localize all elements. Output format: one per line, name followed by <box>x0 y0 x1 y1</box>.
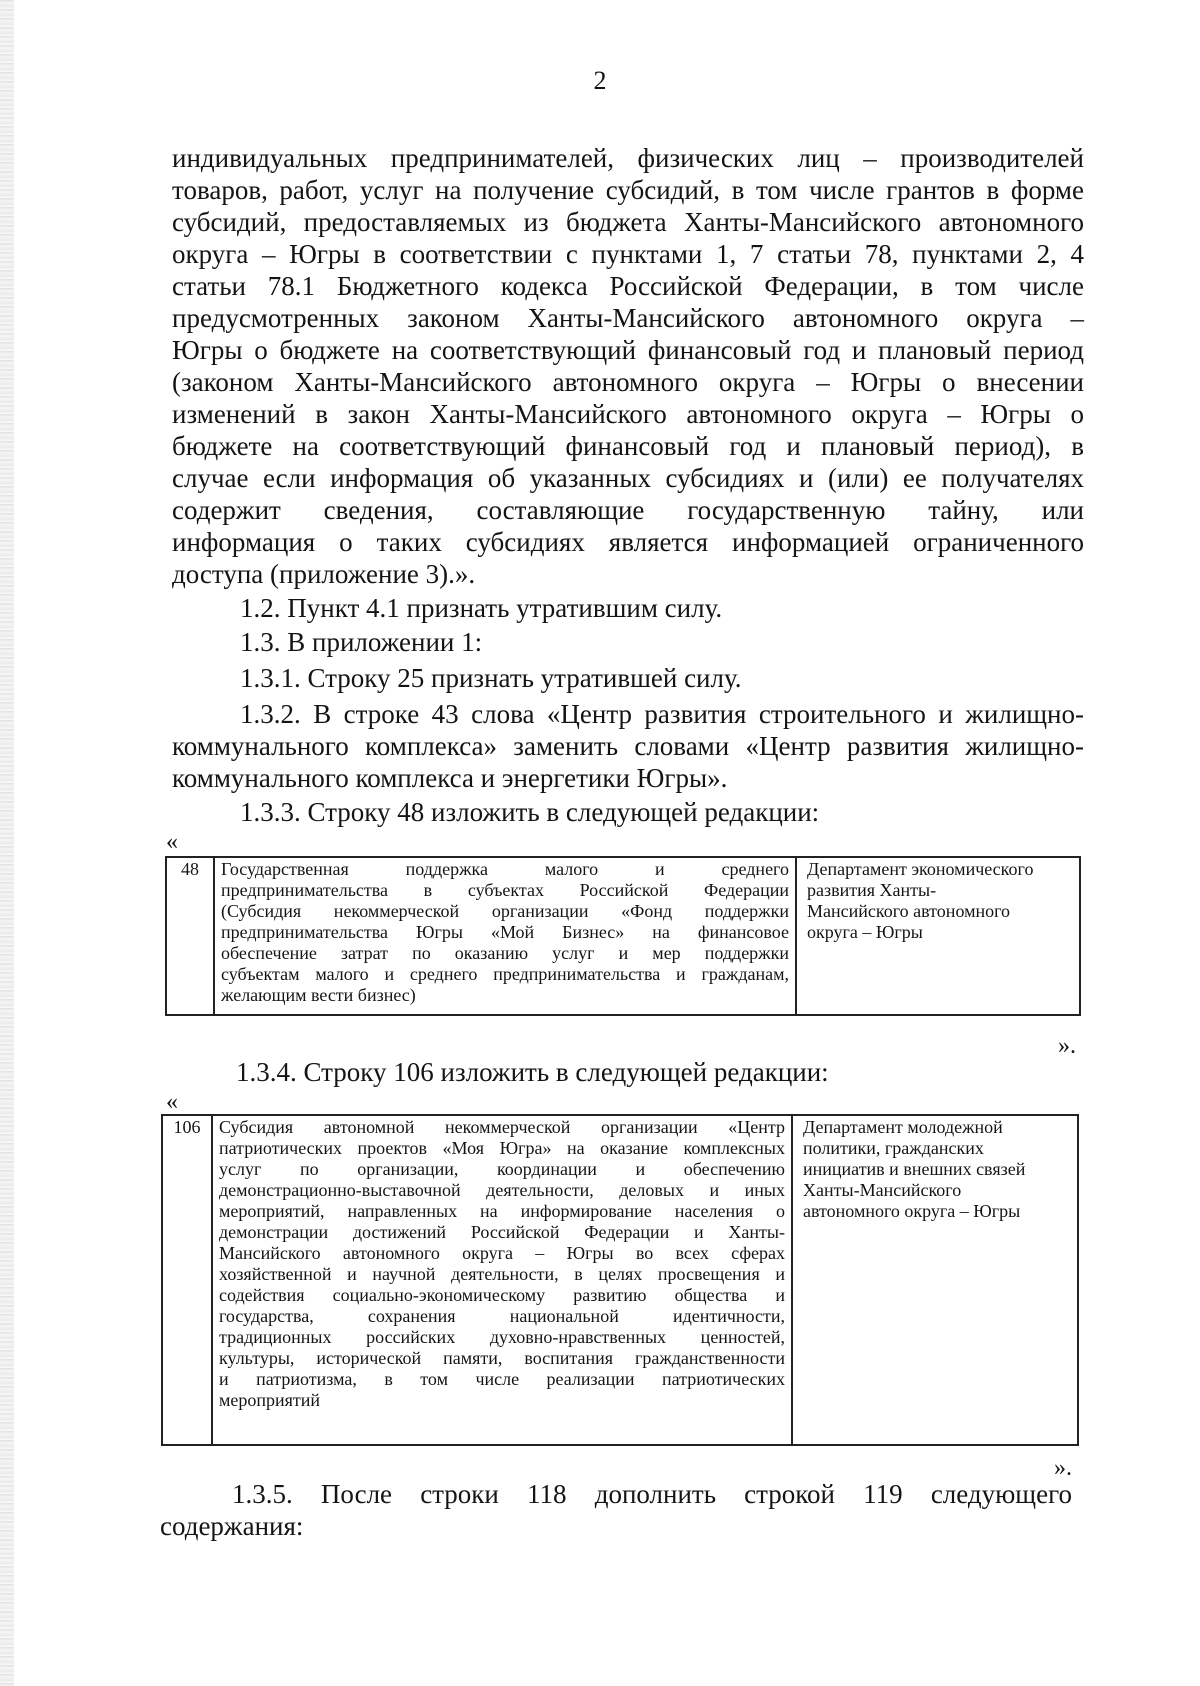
paragraph-line: (законом Ханты-Мансийского автономного округа – Югры о внесении <box>172 367 1084 397</box>
item-1-3-5-line: 1.3.5. После строки 118 дополнить строкой 119 следующего <box>232 1479 1072 1509</box>
item-1-3-2-line: коммунального комплекса» заменить словами «Центр развития жилищно- <box>172 731 1084 761</box>
open-quote: « <box>166 829 178 855</box>
department-line: политики, гражданских <box>803 1138 984 1158</box>
department-line: инициатив и внешних связей <box>803 1159 1026 1179</box>
description-line: и патриотизма, в том числе реализации патриотических <box>219 1369 785 1389</box>
description-line: хозяйственной и научной деятельности, в целях просвещения и <box>219 1264 785 1284</box>
item-1-3: 1.3. В приложении 1: <box>240 627 483 657</box>
row-department <box>796 857 1080 1015</box>
paragraph-line: содержит сведения, составляющие государственную тайну, или <box>172 495 1084 525</box>
row-number: 48 <box>166 857 214 1015</box>
paragraph-line: бюджете на соответствующий финансовый год и плановый период), в <box>172 431 1084 461</box>
row-department <box>792 1115 1078 1445</box>
description-line: (Субсидия некоммерческой организации «Фонд поддержки <box>221 901 789 921</box>
page-number: 2 <box>593 66 607 95</box>
item-1-3-2-line: коммунального комплекса и энергетики Югры». <box>172 763 728 793</box>
paragraph-line: случае если информация об указанных субсидиях и (или) ее получателях <box>172 463 1084 493</box>
description-line: культуры, исторической памяти, воспитания гражданственности <box>219 1348 785 1368</box>
row-number: 106 <box>162 1115 212 1445</box>
description-line: патриотических проектов «Моя Югра» на оказание комплексных <box>219 1138 785 1158</box>
description-line: мероприятий, направленных на информирование населения о <box>219 1201 785 1221</box>
department-line: автономного округа – Югры <box>803 1201 1021 1221</box>
description-line: Мансийского автономного округа – Югры во всех сферах <box>219 1243 785 1263</box>
department-line: Департамент экономического <box>807 859 1034 879</box>
description-line: предпринимательства Югры «Мой Бизнес» на финансовое <box>221 922 789 942</box>
paragraph-line: Югры о бюджете на соответствующий финансовый год и плановый период <box>172 335 1084 365</box>
item-1-3-1: 1.3.1. Строку 25 признать утратившей силу. <box>240 663 742 693</box>
paragraph-line: товаров, работ, услуг на получение субсидий, в том числе грантов в форме <box>172 175 1084 205</box>
paragraph-line: округа – Югры в соответствии с пунктами 1, 7 статьи 78, пунктами 2, 4 <box>172 239 1084 269</box>
item-1-3-5-line: содержания: <box>160 1511 304 1541</box>
row-description <box>212 1115 792 1445</box>
paragraph-line: изменений в закон Ханты-Мансийского автономного округа – Югры о <box>172 399 1084 429</box>
description-line: услуг по организации, координации и обеспечению <box>219 1159 785 1179</box>
description-line: желающим вести бизнес) <box>221 985 416 1005</box>
description-line: Государственная поддержка малого и среднего <box>221 859 789 879</box>
table-row-48 <box>165 856 1081 1016</box>
department-line: Ханты-Мансийского <box>803 1180 962 1200</box>
department-line: Мансийского автономного <box>807 901 1011 921</box>
description-line: содействия социально-экономическому развитию общества и <box>219 1285 785 1305</box>
description-line: Субсидия автономной некоммерческой организации «Центр <box>219 1117 785 1137</box>
paragraph-line: статьи 78.1 Бюджетного кодекса Российской Федерации, в том числе <box>172 271 1084 301</box>
description-line: предпринимательства в субъектах Российской Федерации <box>221 880 789 900</box>
row-description <box>214 857 796 1015</box>
scan-edge-artifact <box>0 0 14 1686</box>
table-row-106 <box>161 1114 1079 1446</box>
paragraph-line: предусмотренных законом Ханты-Мансийского автономного округа – <box>172 303 1084 333</box>
item-1-2: 1.2. Пункт 4.1 признать утратившим силу. <box>240 593 723 623</box>
item-1-3-2-line: 1.3.2. В строке 43 слова «Центр развития строительного и жилищно- <box>240 699 1084 729</box>
description-line: демонстрационно-выставочной деятельности, деловых и иных <box>219 1180 785 1200</box>
paragraph-line: субсидий, предоставляемых из бюджета Ханты-Мансийского автономного <box>172 207 1084 237</box>
close-quote: ». <box>1054 1455 1072 1481</box>
department-line: округа – Югры <box>807 922 923 942</box>
description-line: традиционных российских духовно-нравственных ценностей, <box>219 1327 785 1347</box>
description-line: демонстрации достижений Российской Федерации и Ханты- <box>219 1222 785 1242</box>
paragraph-line: доступа (приложение 3).». <box>172 559 476 589</box>
open-quote: « <box>166 1089 178 1115</box>
department-line: Департамент молодежной <box>803 1117 1003 1137</box>
paragraph-line: информация о таких субсидиях является информацией ограниченного <box>172 527 1084 557</box>
description-line: обеспечение затрат по оказанию услуг и мер поддержки <box>221 943 789 963</box>
item-1-3-3: 1.3.3. Строку 48 изложить в следующей редакции: <box>240 797 820 827</box>
item-1-3-4: 1.3.4. Строку 106 изложить в следующей редакции: <box>236 1057 829 1087</box>
paragraph-line: индивидуальных предпринимателей, физических лиц – производителей <box>172 143 1084 173</box>
department-line: развития Ханты- <box>807 880 937 900</box>
close-quote: ». <box>1058 1033 1076 1059</box>
description-line: субъектам малого и среднего предпринимательства и гражданам, <box>221 964 789 984</box>
description-line: государства, сохранения национальной идентичности, <box>219 1306 785 1326</box>
description-line: мероприятий <box>219 1390 321 1410</box>
